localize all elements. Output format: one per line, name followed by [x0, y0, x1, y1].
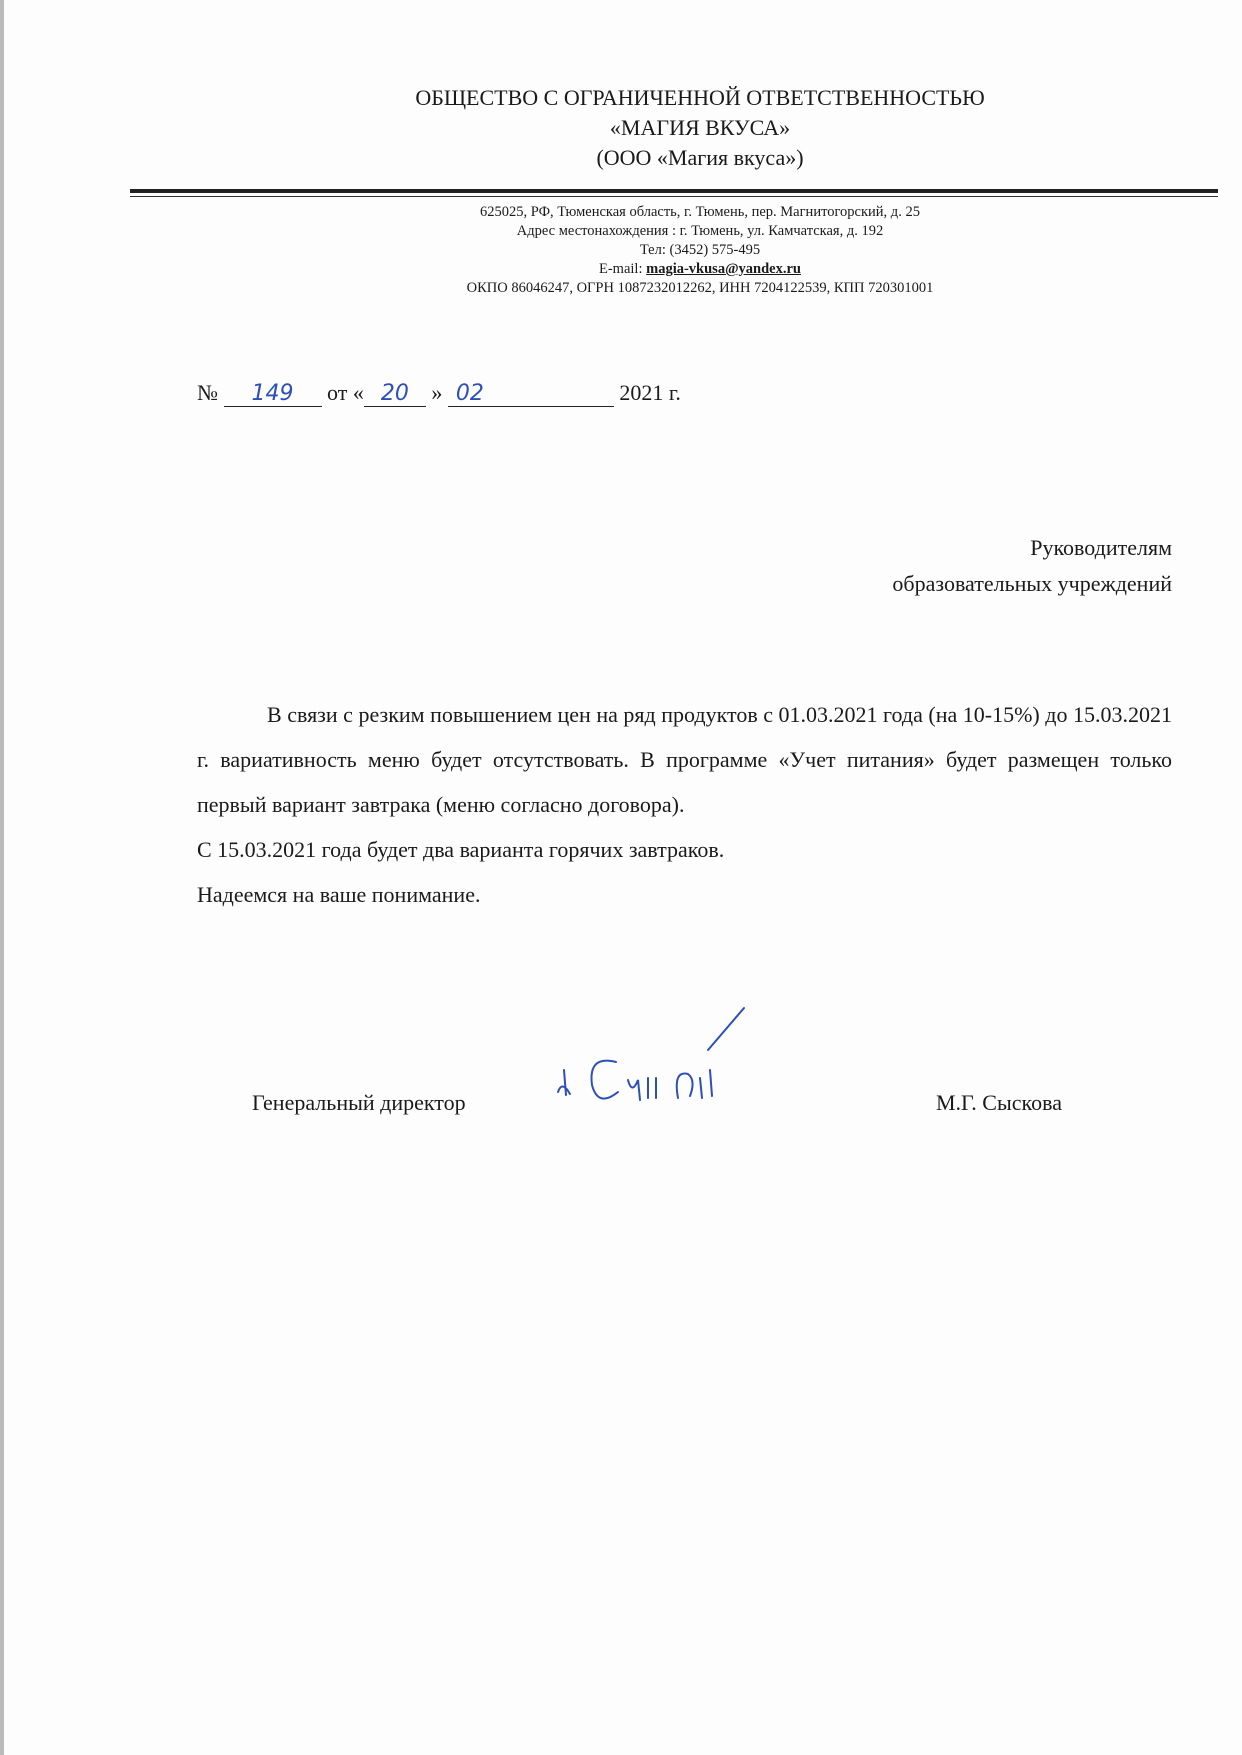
header-divider	[130, 189, 1218, 193]
signer-name: М.Г. Сыскова	[936, 1090, 1062, 1115]
reference-line	[197, 380, 681, 407]
company-short-name: (ООО «Магия вкуса»)	[596, 145, 804, 170]
company-full-name: ОБЩЕСТВО С ОГРАНИЧЕННОЙ ОТВЕТСТВЕННОСТЬЮ	[415, 85, 985, 110]
company-brand: «МАГИЯ ВКУСА»	[609, 115, 791, 140]
paragraph: Надеемся на ваше понимание.	[197, 882, 481, 907]
close-quote: »	[431, 380, 443, 405]
handwritten-day: 20	[364, 382, 426, 407]
header-divider-thin	[130, 196, 1218, 197]
email-link[interactable]: magia-vkusa@yandex.ru	[646, 261, 801, 277]
addressee-line: образовательных учреждений	[892, 571, 1172, 596]
handwritten-number: 149	[224, 382, 322, 407]
phone: Тел: (3452) 575-495	[639, 242, 761, 258]
contact-block	[300, 203, 1100, 298]
postal-address: 625025, РФ, Тюменская область, г. Тюмень, пер. Магнитогорский, д. 25	[480, 204, 920, 220]
signer-position: Генеральный директор	[252, 1090, 466, 1115]
email-label: E-mail:	[598, 261, 647, 277]
registry-codes: ОКПО 86046247, ОГРН 1087232012262, ИНН 7204122539, КПП 720301001	[466, 280, 934, 296]
handwritten-month: 02	[448, 382, 614, 407]
addressee-line: Руководителям	[1030, 535, 1172, 560]
email-line	[300, 260, 1100, 279]
number-label: №	[197, 380, 218, 405]
letterhead	[300, 83, 1100, 173]
addressee	[892, 530, 1172, 602]
location-address: Адрес местонахождения : г. Тюмень, ул. Камчатская, д. 192	[516, 223, 884, 239]
scan-edge	[0, 0, 4, 1755]
paragraph: В связи с резким повышением цен на ряд продуктов с 01.03.2021 года (на 10-15%) до 15.03.2021 г. вариативность меню будет отсутствовать. В программе «Учет питания» будет размещен только первый вариант завтрака (меню согласно договора).	[197, 702, 1172, 817]
handwritten-signature	[548, 1000, 758, 1110]
from-label: от «	[327, 380, 364, 405]
paragraph: С 15.03.2021 года будет два варианта горячих завтраков.	[197, 837, 725, 862]
letter-body	[197, 692, 1172, 917]
year: 2021 г.	[619, 380, 681, 405]
